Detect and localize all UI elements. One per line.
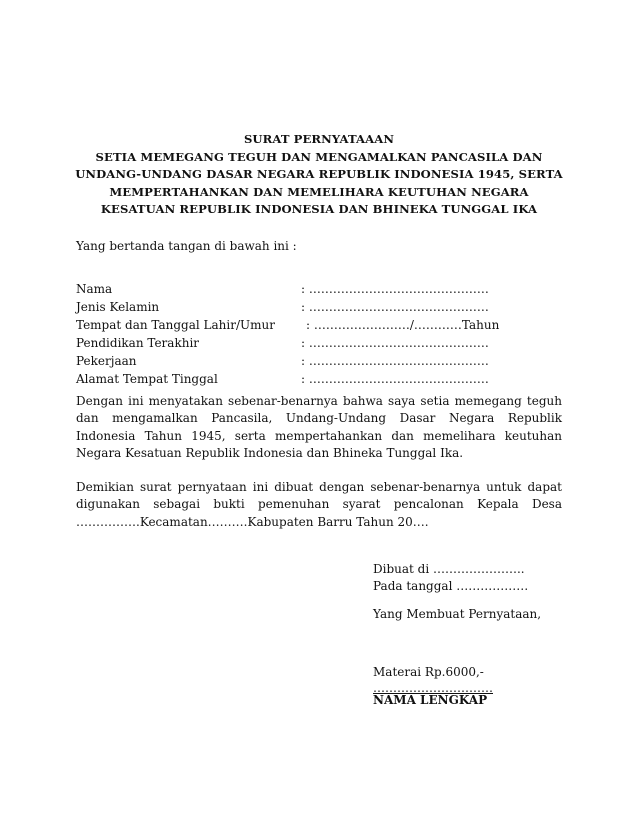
field-value: : ……………………………………… [301, 300, 489, 314]
intro-text: Yang bertanda tangan di bawah ini : [76, 239, 297, 253]
field-value: : ……………………………………… [301, 354, 489, 368]
field-label: Nama [76, 282, 113, 296]
field-row-pendidikan [76, 334, 566, 352]
signature-place: Dibuat di ………………….. [373, 562, 525, 576]
statement-paragraph: Dengan ini menyatakan sebenar-benarnya bahwa saya setia memegang teguh dan mengamalkan Pancasila, Undang-Undang Dasar Negara Republik Indonesia Tahun 1945, serta mempertahankan dan memelihara keutuhan Negara Kesatuan Republik Indonesia dan Bhineka Tunggal Ika. [76, 394, 562, 461]
field-row-alamat [76, 370, 566, 388]
closing-paragraph: Demikian surat pernyataan ini dibuat dengan sebenar-benarnya untuk dapat digunakan sebagai bukti pemenuhan syarat pencalonan Kepala Desa …………….Kecamatan……….Kabupaten Barru Tahun 20…. [76, 480, 562, 529]
field-row-pekerjaan [76, 352, 566, 370]
document-title [60, 131, 578, 219]
title-line-5: KESATUAN REPUBLIK INDONESIA DAN BHINEKA TUNGGAL IKA [100, 202, 538, 217]
field-value: : ……………………/…………Tahun [306, 318, 500, 332]
field-value: : ……………………………………… [301, 282, 489, 296]
identity-fields [76, 280, 566, 388]
field-value: : ……………………………………… [301, 372, 489, 386]
field-label: Pekerjaan [76, 354, 137, 368]
field-row-tempat-tanggal-lahir [76, 316, 566, 334]
field-value: : ……………………………………… [301, 336, 489, 350]
title-line-2: SETIA MEMEGANG TEGUH DAN MENGAMALKAN PANCASILA DAN [95, 149, 543, 164]
field-row-jenis-kelamin [76, 298, 566, 316]
signature-maker: Yang Membuat Pernyataan, [373, 607, 542, 621]
field-label: Alamat Tempat Tinggal [76, 372, 218, 386]
signature-materai: Materai Rp.6000,- [373, 665, 484, 679]
signature-name: NAMA LENGKAP [373, 693, 488, 707]
field-label: Tempat dan Tanggal Lahir/Umur [76, 318, 275, 332]
title-line-1: SURAT PERNYATAAAN [243, 132, 395, 146]
field-label: Jenis Kelamin [76, 300, 160, 314]
title-line-3: UNDANG-UNDANG DASAR NEGARA REPUBLIK INDONESIA 1945, SERTA [75, 167, 563, 182]
field-label: Pendidikan Terakhir [76, 336, 200, 350]
signature-date: Pada tanggal ……………… [373, 579, 529, 593]
title-line-4: MEMPERTAHANKAN DAN MEMELIHARA KEUTUHAN NEGARA [109, 184, 529, 199]
field-row-nama [76, 280, 566, 298]
signature-line: ………………………… [373, 681, 493, 695]
